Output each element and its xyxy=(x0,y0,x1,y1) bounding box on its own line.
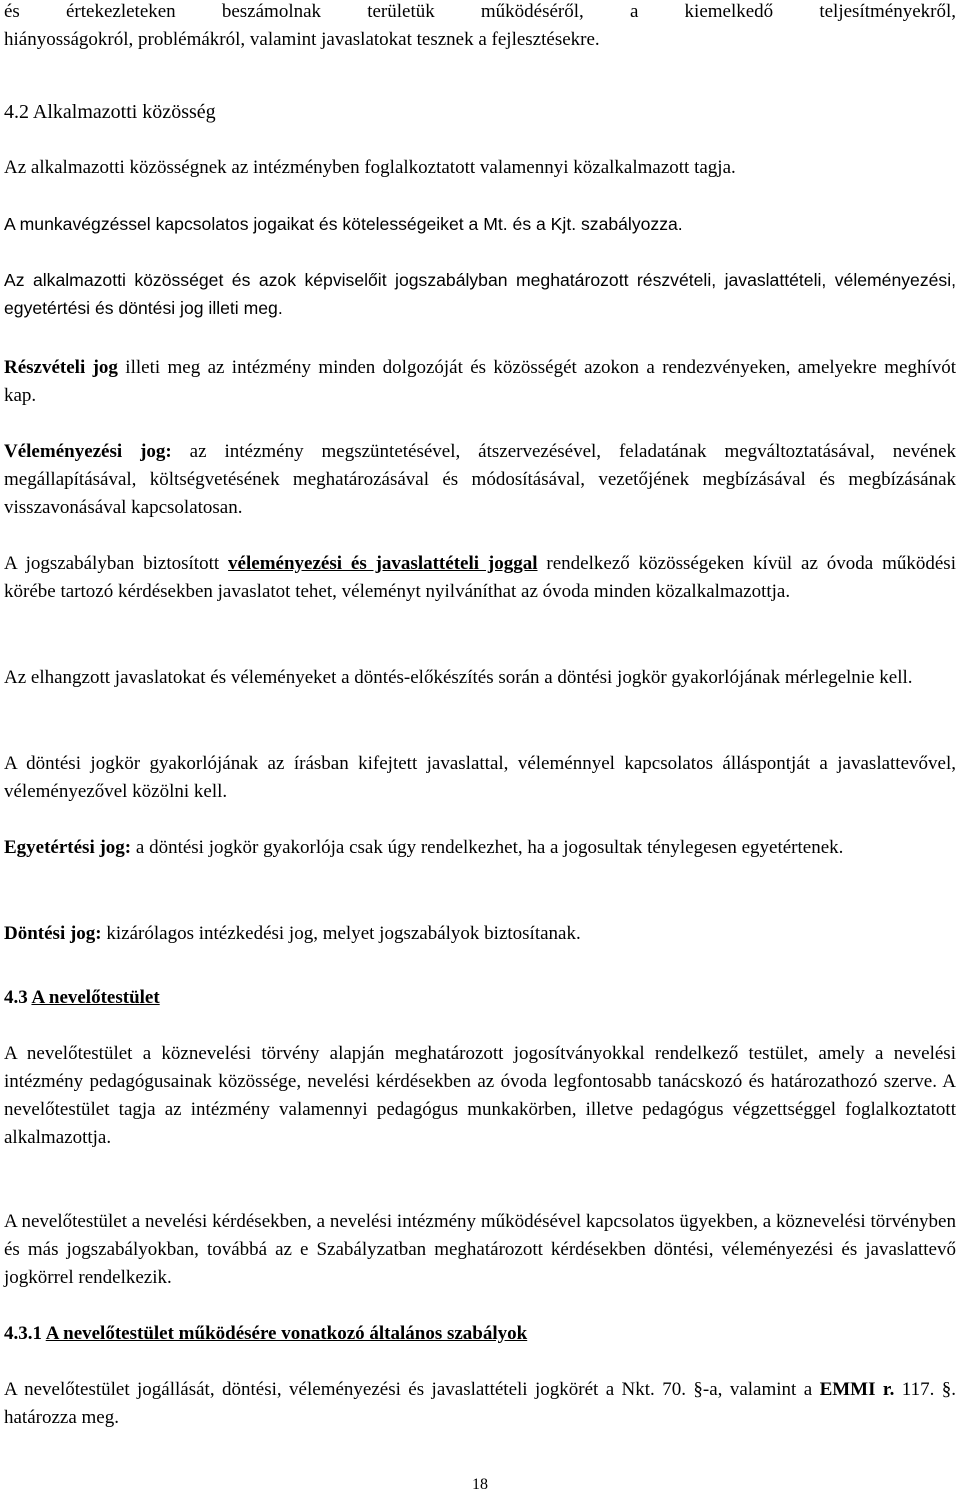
paragraph-text: a döntési jogkör gyakorlója csak úgy rendelkezhet, ha a jogosultak ténylegesen egyetértenek. xyxy=(131,837,844,858)
paragraph-text: az intézmény megszüntetésével, átszervezésével, feladatának megváltoztatásával, nevének megállapításával, költségvetésének meghatározásával és módosításával, vezetőjének megbízásával és megbízásának visszavonásával kapcsolatosan. xyxy=(4,441,957,518)
intro-line-2: hiányosságokról, problémákról, valamint javaslatokat tesznek a fejlesztésekre. xyxy=(4,29,600,50)
paragraph-text: 117. §. határozza meg. xyxy=(4,1379,957,1428)
term-consent-right: Egyetértési jog: xyxy=(4,837,132,858)
heading-text: A nevelőtestület működésére vonatkozó általános szabályok xyxy=(45,1323,528,1344)
term-participation-right: Részvételi jog xyxy=(4,357,118,378)
paragraph-text: A jogszabályban biztosított xyxy=(4,553,229,574)
paragraph-consent-right xyxy=(4,834,956,862)
section-heading-4-3-1 xyxy=(4,1320,956,1348)
paragraph-legal-basis xyxy=(4,1376,956,1432)
paragraph-text: illeti meg az intézmény minden dolgozóját és közösségét azokon a rendezvényeken, amelyekre meghívót kap. xyxy=(4,357,957,406)
intro-line-1: és értekezleteken beszámolnak területük működéséről, a kiemelkedő teljesítményekről, xyxy=(4,1,956,22)
paragraph-participation-right xyxy=(4,354,956,410)
heading-number: 4.3.1 xyxy=(4,1323,42,1344)
paragraph: A nevelőtestület a nevelési kérdésekben, a nevelési intézmény működésével kapcsolatos ügyekben, a köznevelési törvényben és más jogszabályokban, továbbá az e Szabályzatban meghatározott kérdésekben döntési, véleményezési és javaslattevő jogkörrel rendelkezik. xyxy=(4,1211,956,1288)
paragraph-opinion-right xyxy=(4,438,956,522)
heading-number: 4.3 xyxy=(4,987,28,1008)
paragraph: A döntési jogkör gyakorlójának az írásban kifejtett javaslattal, véleménnyel kapcsolatos álláspontját a javaslattevővel, véleményezővel közölni kell. xyxy=(4,753,956,802)
paragraph: A nevelőtestület a köznevelési törvény alapján meghatározott jogosítványokkal rendelkező testület, amely a nevelési intézmény pedagógusainak közössége, nevelési kérdésekben az óvoda legfontosabb tanácskozó és határozathozó szerve. A nevelőtestület tagja az intézmény valamennyi pedagógus munkakörben, illetve pedagógus végzettséggel foglalkoztatott alkalmazottja. xyxy=(4,1043,956,1148)
paragraph-proposal-right xyxy=(4,550,956,606)
section-heading-4-3 xyxy=(4,984,956,1012)
paragraph-text: rendelkező közösségeken kívül az óvoda működési körébe tartozó kérdésekben javaslatot tehet, véleményt nyilváníthat az óvoda minden közalkalmazottja. xyxy=(4,553,956,602)
paragraph-text: A nevelőtestület jogállását, döntési, véleményezési és javaslattételi jogkörét a Nkt. 70. §-a, valamint a xyxy=(4,1379,820,1400)
section-heading-4-2: 4.2 Alkalmazotti közösség xyxy=(4,101,216,123)
page-number: 18 xyxy=(472,1476,488,1493)
paragraph: Az elhangzott javaslatokat és véleményeket a döntés-előkészítés során a döntési jogkör gyakorlójának mérlegelnie kell. xyxy=(4,667,913,688)
term-emmi-regulation: EMMI r. xyxy=(819,1379,895,1400)
paragraph: Az alkalmazotti közösséget és azok képviselőit jogszabályban meghatározott részvételi, javaslattételi, véleményezési, egyetértési és döntési jog illeti meg. xyxy=(4,270,956,318)
term-opinion-right: Véleményezési jog: xyxy=(4,441,172,462)
term-decision-right: Döntési jog: xyxy=(4,923,102,944)
paragraph: A munkavégzéssel kapcsolatos jogaikat és kötelességeiket a Mt. és a Kjt. szabályozza. xyxy=(4,214,683,234)
paragraph-decision-right xyxy=(4,920,956,948)
heading-text: A nevelőtestület xyxy=(31,987,160,1008)
paragraph-text: kizárólagos intézkedési jog, melyet jogszabályok biztosítanak. xyxy=(101,923,581,944)
paragraph: Az alkalmazotti közösségnek az intézményben foglalkoztatott valamennyi közalkalmazott tagja. xyxy=(4,157,736,178)
term-opinion-proposal-right: véleményezési és javaslattételi joggal xyxy=(228,553,538,574)
